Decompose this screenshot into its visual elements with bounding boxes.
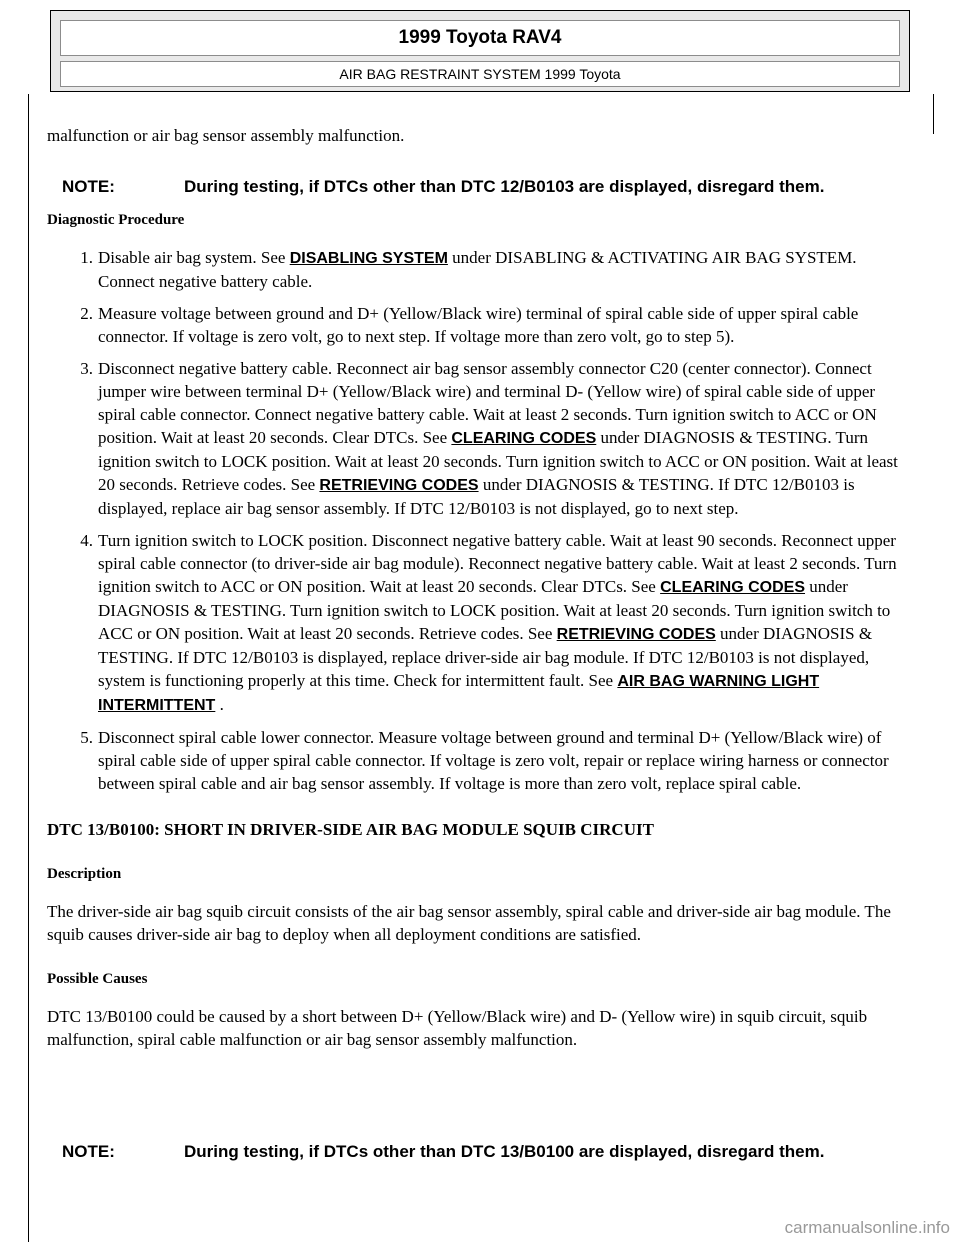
step-text: under DIAGNOSIS & TESTING. If DTC 12/B0103 is displayed, replace air bag sensor assembly. If DTC 12/B0103 is not displayed, go to next step. xyxy=(98,475,855,518)
step-text: under DIAGNOSIS & TESTING. Turn ignition switch to LOCK position. Wait at least 20 seconds. Turn ignition switch to ACC or ON position. Wait at least 20 seconds. Retrieve codes. See xyxy=(98,428,898,494)
link-clearing-codes[interactable]: CLEARING CODES xyxy=(451,430,597,447)
step-4 xyxy=(47,529,915,717)
note-text: During testing, if DTCs other than DTC 12/B0103 are displayed, disregard them. xyxy=(184,177,825,196)
left-margin-rule xyxy=(28,94,29,1242)
step-text: Measure voltage between ground and D+ (Yellow/Black wire) terminal of spiral cable side of upper spiral cable connector. If voltage is zero volt, go to next step. If voltage more than zero volt, go to step 5). xyxy=(98,304,859,346)
note-text: During testing, if DTCs other than DTC 13/B0100 are displayed, disregard them. xyxy=(184,1142,825,1161)
step-text: under DIAGNOSIS & TESTING. Turn ignition switch to LOCK position. Wait at least 20 seconds. Turn ignition switch to ACC or ON position. Wait at least 20 seconds. Retrieve codes. See xyxy=(98,577,891,643)
step-text: under DIAGNOSIS & TESTING. If DTC 12/B0103 is displayed, replace driver-side air bag module. If DTC 12/B0103 is not displayed, system is functioning properly at this time. Check for intermittent fault. See xyxy=(98,624,873,690)
page-header xyxy=(50,10,910,92)
description-heading: Description xyxy=(47,866,122,882)
document-body xyxy=(47,124,915,1073)
step-number: 1. xyxy=(80,248,93,267)
header-subtitle: AIR BAG RESTRAINT SYSTEM 1999 Toyota xyxy=(60,61,900,87)
causes-heading: Possible Causes xyxy=(47,971,148,987)
step-2 xyxy=(47,302,915,348)
step-3 xyxy=(47,357,915,520)
link-disabling-system[interactable]: DISABLING SYSTEM xyxy=(289,250,448,267)
step-text: Disconnect negative battery cable. Reconnect air bag sensor assembly connector C20 (center connector). Connect jumper wire between terminal D+ (Yellow/Black wire) and terminal D- (Yellow wire) of spiral cable side of upper spiral cable connector. Connect negative battery cable. Wait at least 2 seconds. Turn ignition switch to ACC or ON position. Wait at least 20 seconds. Clear DTCs. See xyxy=(98,359,877,447)
watermark: carmanualsonline.info xyxy=(784,1218,950,1237)
step-number: 3. xyxy=(80,359,93,378)
note-box-2 xyxy=(62,1142,912,1162)
step-5 xyxy=(47,726,915,795)
link-retrieving-codes[interactable]: RETRIEVING CODES xyxy=(319,477,479,494)
note-label: NOTE: xyxy=(62,177,115,196)
step-text: Disable air bag system. See xyxy=(98,248,290,267)
link-air-bag-warning-light[interactable]: AIR BAG WARNING LIGHT INTERMITTENT xyxy=(98,673,820,714)
step-text: . xyxy=(215,695,224,714)
section-title: DTC 13/B0100: SHORT IN DRIVER-SIDE AIR BAG MODULE SQUIB CIRCUIT xyxy=(47,820,654,839)
intro-text: malfunction or air bag sensor assembly malfunction. xyxy=(47,126,405,145)
note-label: NOTE: xyxy=(62,1142,115,1161)
step-text: under DISABLING & ACTIVATING AIR BAG SYSTEM. Connect negative battery cable. xyxy=(98,248,857,291)
diagnostic-heading: Diagnostic Procedure xyxy=(47,212,185,228)
step-1 xyxy=(47,246,915,293)
procedure-steps xyxy=(47,246,915,795)
causes-text: DTC 13/B0100 could be caused by a short between D+ (Yellow/Black wire) and D- (Yellow wire) in squib circuit, squib malfunction, spiral cable malfunction or air bag sensor assembly malfunction. xyxy=(47,1007,868,1049)
description-text: The driver-side air bag squib circuit consists of the air bag sensor assembly, spiral cable and driver-side air bag module. The squib causes driver-side air bag to deploy when all deployment conditions are satisfied. xyxy=(47,902,891,944)
right-margin-rule xyxy=(933,94,934,134)
step-number: 4. xyxy=(80,531,93,550)
link-clearing-codes[interactable]: CLEARING CODES xyxy=(660,579,806,596)
step-number: 5. xyxy=(80,728,93,747)
step-text: Disconnect spiral cable lower connector. Measure voltage between ground and terminal D+ (Yellow/Black wire) of spiral cable side of upper spiral cable connector. If voltage is zero volt, repair or replace wiring harness or connector between spiral cable and air bag sensor assembly. If voltage is more than zero volt, replace spiral cable. xyxy=(98,728,889,793)
header-title: 1999 Toyota RAV4 xyxy=(60,20,900,56)
link-retrieving-codes[interactable]: RETRIEVING CODES xyxy=(556,626,716,643)
step-text: Turn ignition switch to LOCK position. Disconnect negative battery cable. Wait at least 90 seconds. Reconnect upper spiral cable connector (to driver-side air bag module). Reconnect negative battery cable. Wait at least 2 seconds. Turn ignition switch to ACC or ON position. Wait at least 20 seconds. Clear DTCs. See xyxy=(98,531,897,596)
step-number: 2. xyxy=(80,304,93,323)
